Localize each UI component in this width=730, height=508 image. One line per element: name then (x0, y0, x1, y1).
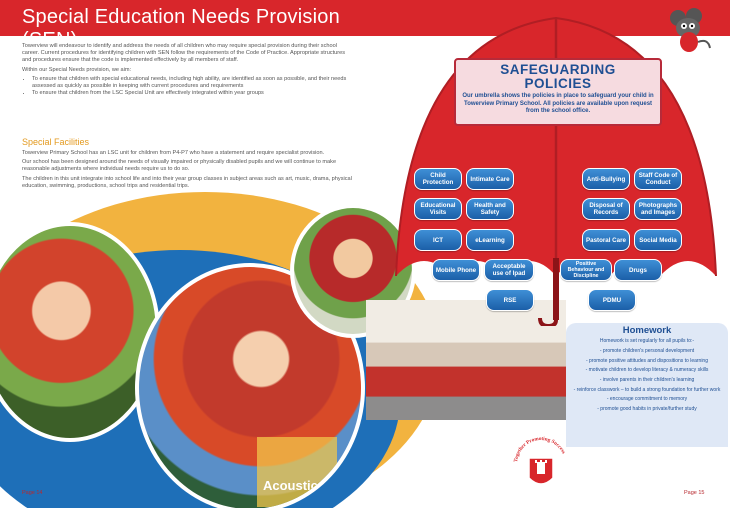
policy-educational-visits: Educational Visits (414, 198, 462, 220)
intro-aims: Within our Special Needs provision, we aim: (22, 66, 132, 73)
policy-child-protection: Child Protection (414, 168, 462, 190)
homework-title: Homework (622, 325, 672, 336)
safeguarding-title-line2: POLICIES (524, 76, 592, 91)
page-number-left: Page 14 (22, 490, 43, 496)
aim-item: • To ensure that children with special educational needs, including high ability, are identified as soon as possible, and their needs assessed as quickly as possible in keeping with current procedures and requirements (32, 76, 352, 90)
facilities-text (22, 150, 352, 192)
facilities-paragraph: Towerview Primary School has an LSC unit for children from P4-P7 who have a statement and require specialist provision. (22, 150, 325, 156)
facilities-heading: Special Facilities (22, 137, 90, 147)
policy-anti-bullying: Anti-Bullying (582, 168, 630, 190)
policy-mobile-phone: Mobile Phone (432, 259, 480, 281)
intro-paragraph: Towerview will endeavour to identify and address the needs of all children who may require special provision during their school career. Current procedures for identifying children with SEN follow the requirements of the Code of Practice. Appropriate structures and procedures ensure that the code is implemented effectively by all members of staff. (22, 43, 346, 64)
policy-acceptable-ipad: Acceptable use of Ipad (484, 259, 534, 281)
mascot-icon (664, 6, 714, 54)
homework-list (566, 338, 728, 416)
homework-item: - promote good habits in private/further study (597, 406, 697, 413)
policy-elearning: eLearning (466, 229, 514, 251)
homework-item: - promote positive attitudes and dispositions to learning (585, 357, 708, 364)
safeguarding-subtitle: Our umbrella shows the policies in place to safeguard your child in Towerview Primary School. All policies are available upon request from the school office. (462, 93, 654, 114)
policy-rse: RSE (486, 289, 534, 311)
safeguarding-title-line1: SAFEGUARDING (500, 62, 616, 77)
page-number-right: Page 15 (684, 490, 705, 496)
aims-list (22, 76, 352, 98)
homework-item: - motivate children to develop literacy & numeracy skills (585, 367, 709, 374)
safeguarding-panel (454, 58, 662, 126)
badge-motto: Together Promoting Success (513, 435, 567, 463)
policy-disposal-records: Disposal of Records (582, 198, 630, 220)
policy-staff-code: Staff Code of Conduct (634, 168, 682, 190)
policy-ict: ICT (414, 229, 462, 251)
policy-pdmu: PDMU (588, 289, 636, 311)
homework-item: - reinforce classwork – to build a strong foundation for further work (573, 386, 721, 393)
policy-health-safety: Health and Safety (466, 198, 514, 220)
facilities-paragraph: The children in this unit integrate into school life and into their year group classes in subject areas such as art, music, drama, physical education, swimming, productions, school trips and residential trips. (22, 175, 352, 189)
homework-item: - promote children's personal development (599, 347, 695, 354)
header-band (0, 0, 365, 51)
homework-item: - encourage commitment to memory (606, 396, 688, 403)
policy-social-media: Social Media (634, 229, 682, 251)
aim-item: • To ensure that children from the LSC Special Unit are effectively integrated within year groups (32, 90, 352, 97)
safeguarding-title (456, 63, 660, 91)
facilities-paragraph: Our school has been designed around the needs of visually impaired or physically disabled pupils and we will continue to make reasonable adjustments where individual needs require us to do so. (22, 159, 337, 173)
intro-text (22, 43, 352, 99)
homework-intro: Homework is set regularly for all pupils to:- (599, 338, 695, 344)
homework-item: - involve parents in their children's learning (599, 377, 695, 384)
school-badge-logo (511, 428, 571, 496)
policy-pastoral-care: Pastoral Care (582, 229, 630, 251)
sign-text: Acoustic Ge (263, 478, 339, 493)
policy-intimate-care: Intimate Care (466, 168, 514, 190)
policy-drugs: Drugs (614, 259, 662, 281)
policy-photographs: Photographs and Images (634, 198, 682, 220)
policy-positive-behaviour: Positive Behaviour and Discipline (560, 259, 612, 281)
page-title: Special Education Needs Provision (SEN) (22, 6, 340, 51)
